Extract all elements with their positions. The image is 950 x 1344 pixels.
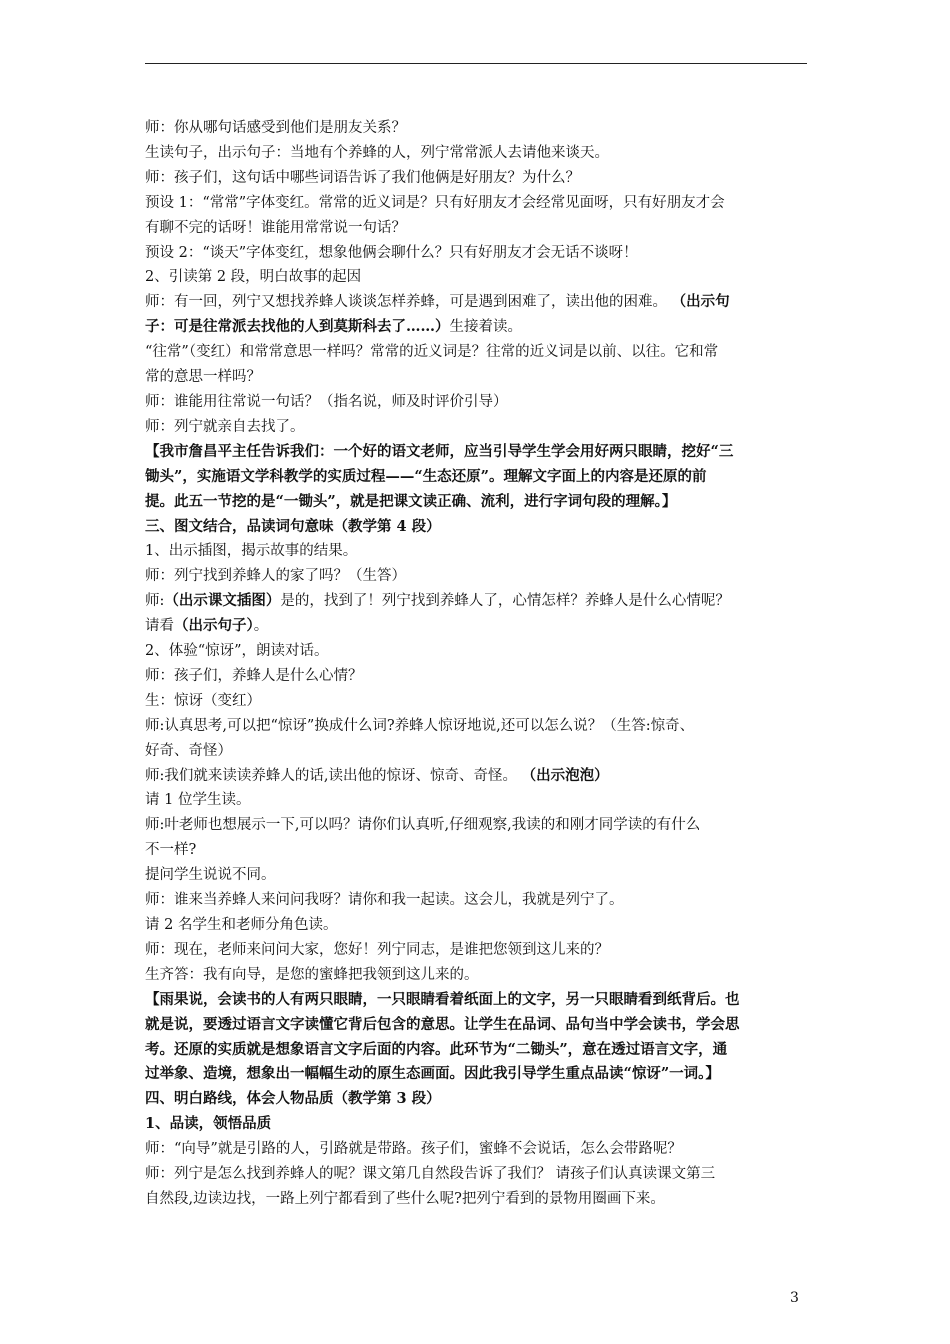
text-line [145, 216, 810, 241]
text-line [145, 589, 810, 614]
text-line [145, 465, 810, 490]
text-line [145, 714, 810, 739]
text-segment: （出示泡泡） [521, 766, 609, 784]
text-segment: 提问学生说说不同。 [145, 867, 276, 884]
text-line [145, 813, 810, 838]
text-segment: 师:认真思考,可以把“惊讶”换成什么词?养蜂人惊讶地说,还可以怎么说？（生答:惊奇、 [145, 717, 695, 734]
text-segment: 有聊不完的话呀！谁能用常常说一句话？ [145, 219, 406, 236]
text-segment: 请 2 名学生和老师分角色读。 [145, 917, 338, 933]
text-segment: “往常”（变红）和常常意思一样吗？常常的近义词是？往常的近义词是以前、以往。它和常 [145, 344, 719, 361]
text-line [145, 739, 810, 764]
text-segment: 自然段,边读边找，一路上列宁都看到了些什么呢?把列宁看到的景物用圈画下来。 [145, 1190, 665, 1207]
text-segment: 生接着读。 [449, 319, 522, 336]
text-segment: 师：列宁就亲自去找了。 [145, 418, 305, 435]
text-segment: 提。此五一节挖的是“一锄头”，就是把课文读正确、流利，进行字词句段的理解。】 [145, 492, 677, 510]
text-line [145, 191, 810, 216]
text-segment: 生：惊讶（变红） [145, 692, 261, 709]
text-segment: 。 [253, 618, 269, 635]
text-line [145, 241, 810, 266]
text-line [145, 1087, 810, 1112]
text-segment: 2、引读第 2 段，明白故事的起因 [145, 269, 362, 286]
text-line [145, 141, 810, 166]
text-line [145, 1038, 810, 1063]
text-segment: 1、品读，领悟品质 [145, 1115, 272, 1133]
text-line [145, 764, 810, 789]
text-line [145, 888, 810, 913]
text-segment: 2、体验“惊讶”，朗读对话。 [145, 643, 329, 660]
text-segment: 不一样? [145, 842, 197, 859]
text-line [145, 1162, 810, 1187]
text-line [145, 365, 810, 390]
text-line [145, 290, 810, 315]
text-line [145, 664, 810, 689]
text-line [145, 639, 810, 664]
text-line [145, 315, 810, 340]
text-segment: 好奇、奇怪） [145, 742, 232, 759]
text-segment: 锄头”，实施语文学科教学的实质过程——“生态还原”。理解文字面上的内容是还原的前 [145, 467, 707, 485]
text-segment: 考。还原的实质就是想象语言文字后面的内容。此环节为“二锄头”，意在透过语言文字，通 [145, 1040, 728, 1058]
text-segment: 师：有一回，列宁又想找养蜂人谈谈怎样养蜂，可是遇到困难了，读出他的困难。 [145, 294, 672, 311]
text-segment: 1、出示插图，揭示故事的结果。 [145, 543, 358, 560]
text-segment: 师：你从哪句话感受到他们是朋友关系？ [145, 120, 406, 136]
text-line [145, 116, 810, 141]
text-segment: 就是说，要透过语言文字读懂它背后包含的意思。让学生在品词、品句当中学会读书，学会思 [145, 1015, 740, 1033]
text-line [145, 863, 810, 888]
header-rule [145, 63, 807, 64]
text-line [145, 1187, 810, 1212]
text-segment: 是的，找到了！列宁找到养蜂人了，心情怎样？养蜂人是什么心情呢？ [280, 593, 730, 610]
text-segment: 师: [145, 593, 165, 610]
text-segment: 四、明白路线，体会人物品质（教学第 3 段） [145, 1090, 441, 1108]
text-segment: 请看 [145, 618, 174, 635]
text-segment: 师：谁能用往常说一句话？（指名说，师及时评价引导） [145, 393, 508, 410]
text-line [145, 564, 810, 589]
text-line [145, 1137, 810, 1162]
text-line [145, 689, 810, 714]
text-segment: 生齐答：我有向导，是您的蜜蜂把我领到这儿来的。 [145, 966, 479, 983]
text-segment: 师：列宁找到养蜂人的家了吗？（生答） [145, 568, 406, 585]
text-segment: 师：谁来当养蜂人来问问我呀？请你和我一起读。这会儿，我就是列宁了。 [145, 892, 624, 909]
text-line [145, 1062, 810, 1087]
text-segment: 师:我们就来读读养蜂人的话,读出他的惊讶、惊奇、奇怪。 [145, 767, 522, 784]
text-line [145, 788, 810, 813]
text-segment: 【雨果说，会读书的人有两只眼睛，一只眼睛看着纸面上的文字，另一只眼睛看到纸背后。也 [145, 990, 740, 1008]
text-segment: 师：孩子们，养蜂人是什么心情？ [145, 667, 363, 684]
text-segment: （出示课文插图） [164, 592, 281, 610]
text-line [145, 1013, 810, 1038]
text-segment: 师:叶老师也想展示一下,可以吗？请你们认真听,仔细观察,我读的和刚才同学读的有什么 [145, 817, 701, 834]
text-line [145, 415, 810, 440]
text-segment: 【我市詹昌平主任告诉我们：一个好的语文老师，应当引导学生学会用好两只眼睛，挖好“三 [145, 442, 734, 460]
text-line [145, 490, 810, 515]
text-line [145, 913, 810, 938]
document-body [145, 116, 810, 1212]
text-segment: 请 1 位学生读。 [145, 792, 251, 809]
text-segment: 子：可是往常派去找他的人到莫斯科去了……） [145, 318, 450, 336]
text-line [145, 340, 810, 365]
text-segment: 过举象、造境，想象出一幅幅生动的原生态画面。因此我引导学生重点品读“惊讶”一词。】 [145, 1065, 720, 1083]
page-number: 3 [790, 1290, 799, 1306]
text-line [145, 166, 810, 191]
text-segment: （出示句 [671, 293, 730, 311]
text-line [145, 539, 810, 564]
text-segment: 生读句子，出示句子：当地有个养蜂的人，列宁常常派人去请他来谈天。 [145, 144, 609, 161]
text-line [145, 265, 810, 290]
text-line [145, 614, 810, 639]
text-line [145, 440, 810, 465]
text-segment: 预设 2：“谈天”字体变红，想象他俩会聊什么？只有好朋友才会无话不谈呀！ [145, 244, 638, 261]
text-segment: 师：“向导”就是引路的人，引路就是带路。孩子们，蜜蜂不会说话，怎么会带路呢？ [145, 1141, 682, 1158]
text-line [145, 988, 810, 1013]
text-line [145, 515, 810, 540]
text-line [145, 963, 810, 988]
text-segment: 三、图文结合，品读词句意味（教学第 4 段） [145, 517, 441, 535]
text-segment: 预设 1：“常常”字体变红。常常的近义词是？只有好朋友才会经常见面呀，只有好朋友才会 [145, 194, 725, 211]
text-segment: 常的意思一样吗？ [145, 369, 261, 386]
text-segment: 师：列宁是怎么找到养蜂人的呢？课文第几自然段告诉了我们？ 请孩子们认真读课文第三 [145, 1166, 716, 1183]
text-line [145, 938, 810, 963]
text-segment: 师：现在，老师来问问大家，您好！列宁同志，是谁把您领到这儿来的？ [145, 941, 609, 958]
text-line [145, 838, 810, 863]
text-line [145, 390, 810, 415]
text-segment: 师：孩子们，这句话中哪些词语告诉了我们他俩是好朋友？为什么？ [145, 169, 580, 186]
text-line [145, 1112, 810, 1137]
text-segment: （出示句子） [174, 617, 254, 635]
